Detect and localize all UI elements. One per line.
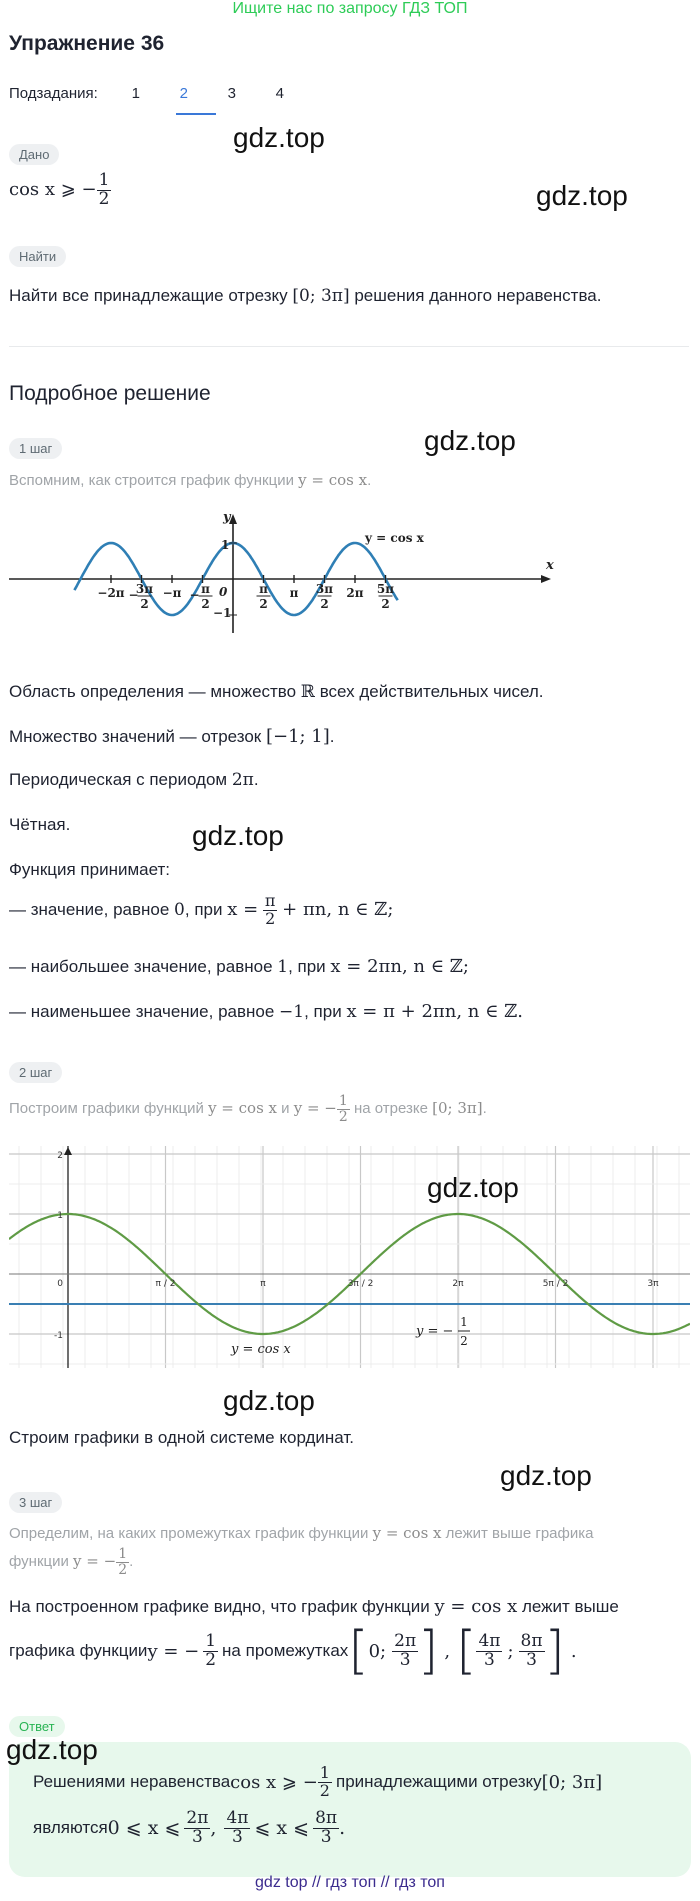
graph1-tick-label: −π: [162, 586, 182, 600]
max-text: — наибольшее значение, равное: [9, 957, 278, 976]
zero-formula-a: x =: [227, 898, 259, 920]
footer-links[interactable]: gdz top // гдз топ // гдз топ: [255, 1874, 445, 1891]
zero-mid: , при: [184, 899, 228, 919]
graph2-cos-label: y = cos x: [231, 1342, 291, 1357]
find-text-after: решения данного неравенства.: [349, 286, 602, 305]
step1-formula: y = cos x: [298, 471, 368, 489]
graph2-tick-labels: [54, 1151, 659, 1341]
period-after: .: [253, 770, 259, 789]
step3-frac-den: 2: [118, 1561, 128, 1578]
graph1-x-arrow: [541, 575, 551, 583]
interval2-num-a: 4π: [478, 1630, 501, 1651]
graph1-tick-den: 2: [381, 597, 390, 611]
step3-text-line2: [9, 1547, 133, 1577]
interval2-close: ]: [544, 1621, 565, 1681]
answer-text-a: Решениями неравенства: [33, 1772, 231, 1792]
answer-formula-a: cos x ⩾ −: [230, 1771, 318, 1793]
zero-text: — значение, равное: [9, 899, 175, 919]
graph1-tick-m1: −1: [213, 606, 232, 620]
obs-num: 1: [205, 1630, 217, 1651]
graph1-tick-sign: −: [189, 588, 200, 602]
given-badge: Дано: [9, 144, 59, 165]
step3-text-b: лежит выше графика: [441, 1525, 594, 1542]
subtasks-bar: [9, 85, 304, 102]
graph1-tick-label: 2π: [346, 586, 364, 600]
interval1-open: [: [348, 1621, 369, 1681]
min-formula: x = π + 2πn, n ∈ ℤ.: [346, 1001, 524, 1022]
given-inequality: [9, 172, 111, 209]
observation-line2: графика функции y = − $\frac{1}{2}$ на промежутках [ 0; $\frac{2\pi}{3}$ ] , [ $\frac{4\pi}{3}$ ; $\frac{8\pi}{3}$ ] .: [9, 1621, 577, 1681]
step2-text-d: .: [482, 1100, 487, 1118]
answer-d1: 3: [192, 1826, 203, 1847]
graph2-xtick-label: 3π: [647, 1279, 659, 1289]
tab-2[interactable]: 2: [179, 85, 188, 102]
step3-text-d: .: [129, 1553, 134, 1571]
answer-line2: [33, 1810, 345, 1847]
step2-text-b: и: [277, 1100, 294, 1118]
watermark: gdz.top: [6, 1734, 98, 1765]
answer-line1: [33, 1765, 602, 1800]
graph1-tick-num: π: [201, 582, 210, 596]
zero-den: 2: [265, 908, 276, 928]
obs-c: графика функции: [9, 1641, 148, 1660]
graph1-tick-1: 1: [221, 538, 230, 552]
step1-badge: 1 шаг: [9, 438, 62, 459]
step2-frac-den: 2: [338, 1108, 348, 1125]
graph2-xtick-label: π: [260, 1279, 266, 1289]
graph1-origin: 0: [219, 585, 228, 599]
interval1-num: 2π: [394, 1630, 417, 1651]
given-frac-num: 1: [98, 170, 110, 190]
graph2-xtick-label: 2π: [452, 1279, 464, 1289]
step2-text-a: Построим графики функций: [9, 1100, 209, 1118]
zero-line: [9, 893, 393, 928]
min-mid: , при: [304, 1002, 347, 1021]
max-val: 1: [277, 957, 289, 977]
find-badge: Найти: [9, 246, 66, 267]
min-line: [9, 1001, 523, 1022]
answer-frac-num: 1: [319, 1763, 330, 1782]
interval-comma: ,: [444, 1640, 451, 1662]
solution-title: Подробное решение: [9, 382, 211, 405]
graph1-tick-den: 2: [259, 597, 268, 611]
graph1-tick-den: 2: [320, 597, 329, 611]
watermark: gdz.top: [427, 1172, 519, 1203]
step2-frac-num: 1: [338, 1093, 348, 1109]
step1-text: [9, 471, 371, 489]
step2-badge: 2 шаг: [9, 1062, 62, 1083]
answer-f2: ⩽ x ⩽: [254, 1817, 310, 1840]
max-line: [9, 956, 469, 977]
observation-line1: [9, 1596, 619, 1617]
step3-frac-num: 1: [118, 1546, 128, 1562]
obs-b: лежит выше: [517, 1597, 619, 1616]
interval-dot: .: [570, 1640, 577, 1662]
graph1-tick-sign: −: [128, 588, 139, 602]
zero-val: 0: [174, 899, 185, 920]
graph1-y-label: y: [223, 510, 231, 525]
range-text: Множество значений — отрезок: [9, 727, 266, 746]
max-mid: , при: [288, 957, 331, 976]
graph1-tick-label: π: [289, 586, 299, 600]
min-val: −1: [279, 1002, 305, 1022]
given-frac-den: 2: [98, 188, 110, 209]
graph1-tick-num: 5π: [376, 582, 395, 596]
cos-vs-line-graph: [9, 1146, 690, 1368]
given-lhs: cos x ⩾ −: [9, 179, 97, 201]
graph1-tick-num: π: [259, 582, 268, 596]
interval1-a: 0;: [368, 1640, 387, 1662]
range-set: [−1; 1]: [265, 726, 330, 747]
watermark: gdz.top: [536, 180, 628, 211]
range-after: .: [329, 727, 335, 746]
interval2-open: [: [456, 1621, 477, 1681]
step1-period: .: [367, 472, 372, 489]
step3-text-line1: [9, 1524, 593, 1542]
answer-end: .: [339, 1817, 346, 1840]
domain-set: ℝ: [300, 682, 315, 702]
watermark: gdz.top: [233, 122, 325, 153]
min-text: — наименьшее значение, равное: [9, 1002, 280, 1021]
graph2-line-den: 2: [460, 1334, 468, 1348]
watermark: gdz.top: [500, 1460, 592, 1491]
step2-formula-b: y = −: [293, 1099, 337, 1118]
graph2-grid: [9, 1146, 690, 1368]
cos-graph-reference: [9, 505, 554, 635]
graph2-ytick-label: -1: [54, 1331, 63, 1341]
find-text-before: Найти все принадлежащие отрезку: [9, 286, 293, 305]
watermark: gdz.top: [223, 1385, 315, 1416]
interval1-close: ]: [418, 1621, 439, 1681]
graph1-x-label: x: [546, 558, 554, 573]
answer-text-c: являются: [33, 1818, 108, 1838]
answer-badge: Ответ: [9, 1716, 65, 1737]
answer-frac-den: 2: [319, 1780, 330, 1800]
tab-1[interactable]: 1: [131, 85, 140, 102]
step2-text: [9, 1094, 487, 1124]
interval1-den: 3: [399, 1649, 411, 1670]
step3-formula-a: y = cos x: [372, 1524, 442, 1542]
step3-text-a: Определим, на каких промежутках график функции: [9, 1525, 373, 1542]
watermark: gdz.top: [424, 425, 516, 456]
interval2-num-b: 8π: [520, 1630, 543, 1651]
obs-formula2: y = −: [147, 1640, 200, 1662]
step2-formula-a: y = cos x: [208, 1099, 277, 1118]
build-text: Строим графики в одной системе кординат.: [9, 1428, 355, 1447]
answer-n3: 8π: [315, 1808, 338, 1828]
tab-4[interactable]: 4: [275, 85, 284, 102]
graph1-tick-label: −2π: [97, 586, 125, 600]
even-line: Чётная.: [9, 815, 71, 834]
find-interval: [0; 3π]: [292, 286, 350, 306]
obs-formula: y = cos x: [434, 1596, 518, 1617]
answer-sep: ,: [210, 1817, 217, 1840]
answer-d2: 3: [232, 1826, 243, 1847]
watermark: gdz.top: [192, 820, 284, 851]
interval2-den-b: 3: [526, 1649, 537, 1670]
obs-den: 2: [205, 1649, 217, 1670]
graph2-ytick-label: 2: [57, 1151, 63, 1161]
step3-badge: 3 шаг: [9, 1492, 62, 1513]
find-text: [9, 286, 601, 306]
answer-d3: 3: [320, 1826, 332, 1847]
divider: [9, 346, 689, 347]
period-line: [9, 770, 259, 790]
interval2-den-a: 3: [484, 1649, 495, 1670]
tab-3[interactable]: 3: [227, 85, 236, 102]
page-title: Упражнение 36: [9, 32, 165, 55]
graph1-tick-den: 2: [201, 597, 210, 611]
answer-n1: 2π: [186, 1808, 209, 1828]
obs-d: на промежутках: [222, 1641, 349, 1660]
graph2-ytick-label: 1: [57, 1211, 63, 1221]
graph2-xtick-label: π / 2: [155, 1279, 176, 1289]
range-line: [9, 726, 335, 747]
period-val: 2π: [231, 770, 254, 790]
graph1-curve-label: y = cos x: [365, 531, 424, 545]
graph2-line-label: y = −: [416, 1324, 454, 1339]
graph1-tick-den: 2: [140, 597, 149, 611]
answer-f1: 0 ⩽ x ⩽: [107, 1817, 181, 1840]
answer-text-b: принадлежащими отрезку: [335, 1772, 542, 1792]
graph2-line-num: 1: [460, 1315, 468, 1329]
graph2-xtick-label: 5π / 2: [542, 1279, 569, 1289]
zero-num: π: [264, 891, 276, 910]
subtasks-label: Подзадания:: [9, 85, 98, 102]
step3-formula-b: y = −: [73, 1552, 117, 1571]
takes-line: Функция принимает:: [9, 860, 170, 879]
zero-formula-b: + πn, n ∈ ℤ;: [282, 898, 394, 920]
step1-text-a: Вспомним, как строится график функции: [9, 472, 299, 489]
answer-n2: 4π: [226, 1808, 249, 1828]
top-banner: Ищите нас по запросу ГДЗ ТОП: [232, 0, 468, 17]
graph2-xtick-label: 3π / 2: [347, 1279, 374, 1289]
obs-a: На построенном графике видно, что график функции: [9, 1597, 435, 1616]
step2-interval: [0; 3π]: [432, 1099, 483, 1118]
answer-interval: [0; 3π]: [541, 1771, 603, 1793]
period-text: Периодическая с периодом: [9, 770, 232, 789]
max-formula: x = 2πn, n ∈ ℤ;: [330, 956, 469, 977]
step2-text-c: на отрезке: [349, 1100, 433, 1118]
domain-after: всех действительных чисел.: [314, 682, 544, 701]
active-tab-underline: [176, 113, 216, 115]
domain-line: [9, 682, 544, 702]
domain-text: Область определения — множество: [9, 682, 301, 701]
graph1-tick-num: 3π: [315, 582, 334, 596]
graph2-y-arrow: [64, 1147, 72, 1155]
graph2-ytick-label: 0: [57, 1279, 63, 1289]
graph1-tick-num: 3π: [135, 582, 154, 596]
step3-text-c: функции: [9, 1553, 74, 1571]
